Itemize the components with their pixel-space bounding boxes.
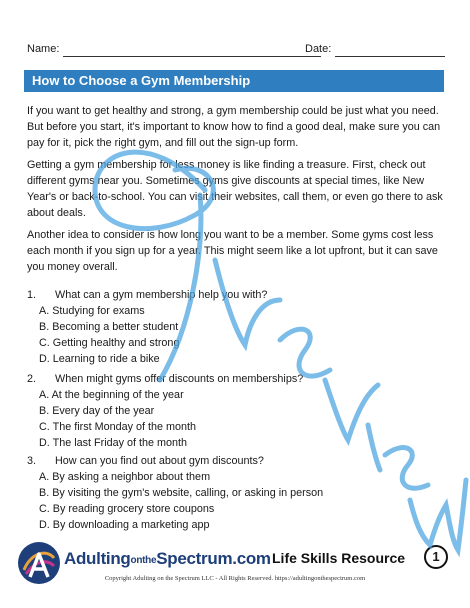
answer-option-a: A. At the beginning of the year [39,389,184,401]
paragraph-intro: If you want to get healthy and strong, a gym membership could be just what you need. But before you start, it's important to know how to find a good deal, make sure you can pay for it, pick the right gym, and fill out the sign-up form. [27,105,441,149]
footer [0,536,470,608]
answer-option-d: D. By downloading a marketing app [39,519,210,531]
answer-option-d: D. The last Friday of the month [39,437,188,449]
answer-option-d: D. Learning to ride a bike [39,353,160,365]
brand-part-onthe: onthe [130,555,157,566]
question-number: 1. [27,289,37,301]
answer-option-c: C. Getting healthy and strong [39,337,180,349]
question-text: How can you find out about gym discounts? [55,455,264,467]
answer-option-a: A. Studying for exams [39,305,145,317]
name-label: Name: [27,43,60,55]
question-text: When might gyms offer discounts on memberships? [55,373,304,385]
date-line [335,56,445,57]
title-bar [24,70,444,92]
question-number: 2. [27,373,37,385]
answer-option-a: A. By asking a neighbor about them [39,471,211,483]
paragraph-discounts: Getting a gym membership for less money is like finding a treasure. First, check out different gyms near you. Sometimes gyms give discounts at special times, like New Year's or back-to-school. You can visit their websites, call them, or even go there to ask about deals. [27,159,443,219]
question-3 [27,453,447,533]
question-text: What can a gym membership help you with? [55,289,268,301]
name-date-row [27,43,445,59]
brand-part-spectrum: Spectrum [156,549,233,568]
answer-option-b: B. By visiting the gym's website, calling, or asking in person [39,487,324,499]
answer-option-b: B. Becoming a better student [39,321,179,333]
answer-option-b: B. Every day of the year [39,405,155,417]
resource-label: Life Skills Resource [272,550,406,566]
name-line [63,56,321,57]
answer-option-c: C. The first Monday of the month [39,421,197,433]
brand-part-dotcom: .com [232,549,271,568]
copyright-notice: Copyright Adulting on the Spectrum LLC - All Rights Reserved. https://adultingonthespectrum.com [104,575,366,582]
brand-name [64,549,271,569]
brand-part-adulting: Adulting [64,549,131,568]
question-number: 3. [27,455,37,467]
paragraph-duration: Another idea to consider is how long you want to be a member. Some gyms cost less each month if you sign up for a year. This might seem like a lot upfront, but it can save you money overall. [27,229,438,273]
question-1 [27,287,447,367]
worksheet-title: How to Choose a Gym Membership [32,73,251,88]
page-number: 1 [424,545,448,569]
question-2 [27,371,447,451]
date-label: Date: [305,43,332,55]
answer-option-c: C. By reading grocery store coupons [39,503,215,515]
